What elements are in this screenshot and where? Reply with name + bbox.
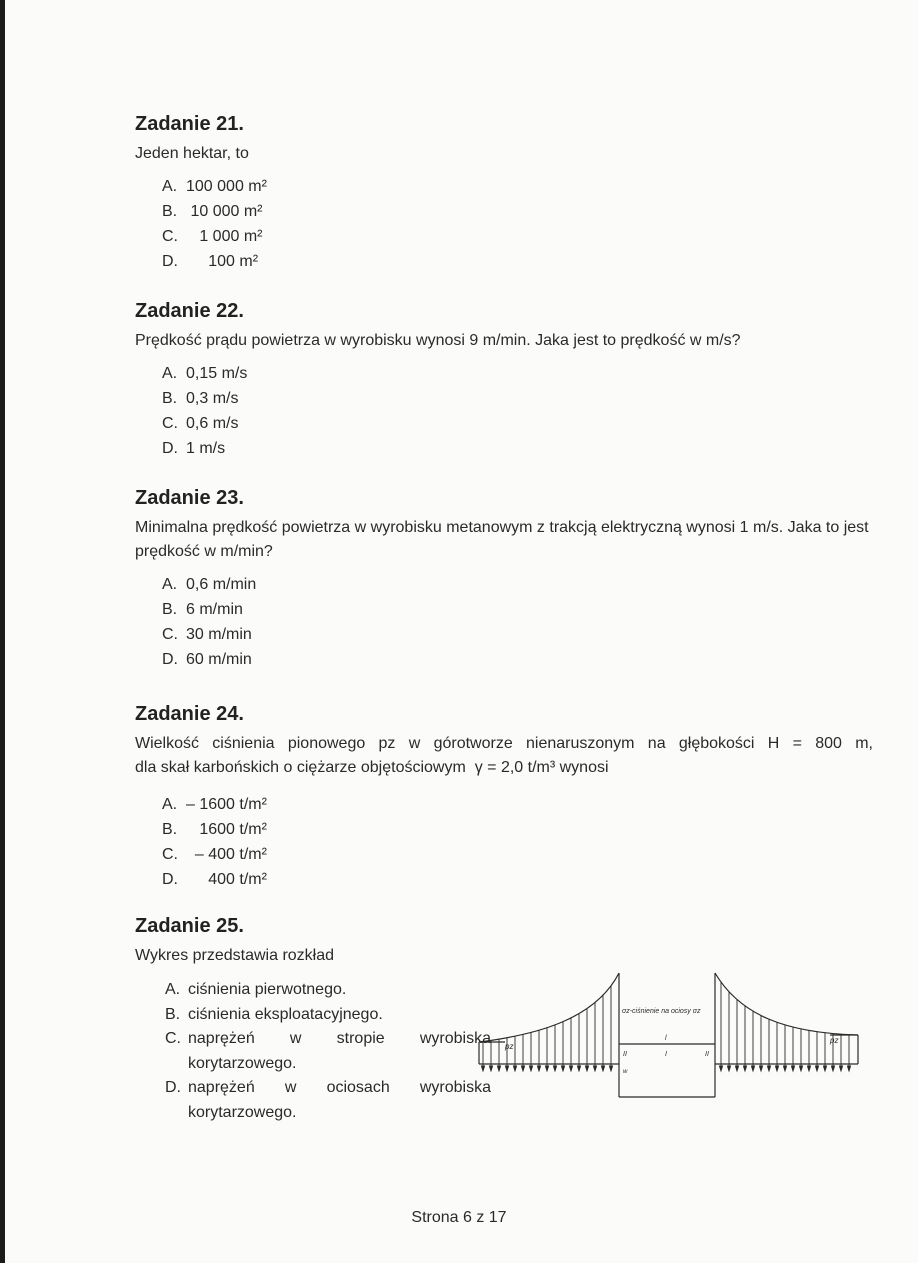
- stress-arrowhead: [577, 1066, 580, 1071]
- option-value: 10 000 m²: [186, 203, 263, 220]
- option-letter: D.: [162, 651, 178, 668]
- stress-arrowhead: [831, 1066, 834, 1071]
- option-letter: C.: [162, 415, 178, 432]
- stress-arrowhead: [807, 1066, 810, 1071]
- option-letter: A.: [162, 178, 178, 195]
- option-b: [162, 386, 741, 411]
- option-value: 60 m/min: [186, 651, 252, 668]
- stress-arrowhead: [537, 1066, 540, 1071]
- option-b: [165, 1003, 491, 1028]
- option-value: naprężeń w ociosach wyrobiska korytarzowego.: [188, 1079, 491, 1121]
- stress-diagram-svg: [475, 965, 870, 1105]
- stress-arrowhead: [561, 1066, 564, 1071]
- stress-arrowhead: [815, 1066, 818, 1071]
- option-a: [165, 978, 491, 1003]
- option-c: [162, 622, 871, 647]
- stress-arrowhead: [553, 1066, 556, 1071]
- stress-arrowhead: [791, 1066, 794, 1071]
- option-value: 100 m²: [186, 253, 259, 270]
- option-letter: B.: [162, 203, 178, 220]
- stress-arrowhead: [585, 1066, 588, 1071]
- stress-arrows-left: [481, 986, 612, 1071]
- task-21: [135, 112, 267, 274]
- option-value: 1 000 m²: [186, 228, 263, 245]
- task-title: Zadanie 25.: [135, 915, 244, 937]
- option-d: [162, 647, 871, 672]
- stress-arrowhead: [767, 1066, 770, 1071]
- option-value: 0,15 m/s: [186, 365, 248, 382]
- label-l: l: [665, 1035, 667, 1042]
- stress-arrowhead: [751, 1066, 754, 1071]
- stress-diagram: [475, 965, 870, 1110]
- stress-arrowhead: [823, 1066, 826, 1071]
- stress-arrowhead: [719, 1066, 722, 1071]
- option-c: [162, 411, 741, 436]
- stress-arrows-right: [719, 982, 850, 1071]
- stress-curve-right: [715, 973, 858, 1035]
- option-value: 0,6 m/s: [186, 415, 239, 432]
- stress-arrowhead: [505, 1066, 508, 1071]
- option-letter: D.: [162, 871, 178, 888]
- task-title: Zadanie 24.: [135, 703, 244, 725]
- label-II-left: II: [623, 1051, 627, 1058]
- stress-arrowhead: [775, 1066, 778, 1071]
- label-I: I: [665, 1051, 667, 1058]
- option-c: [165, 1027, 491, 1076]
- page-edge-shadow: [0, 0, 5, 1263]
- option-value: 400 t/m²: [186, 871, 267, 888]
- gamma-symbol: γ: [474, 759, 483, 776]
- task-question: Minimalna prędkość powietrza w wyrobisku metanowym z trakcją elektryczną wynosi 1 m/s. Jaka to jest prędkość w m/min?: [135, 519, 869, 560]
- option-a: [162, 361, 741, 386]
- option-d: [162, 436, 741, 461]
- option-b: [162, 597, 871, 622]
- options-list: [162, 572, 871, 672]
- option-letter: C.: [162, 626, 178, 643]
- option-letter: C.: [162, 228, 178, 245]
- pz-label-right: pz: [830, 1036, 839, 1045]
- option-letter: B.: [162, 390, 178, 407]
- task-24: [135, 702, 875, 892]
- option-a: [162, 792, 875, 817]
- options-list: [162, 792, 875, 892]
- task-title: Zadanie 23.: [135, 487, 244, 509]
- task-23: [135, 486, 871, 672]
- task-title: Zadanie 22.: [135, 300, 244, 322]
- option-letter: B.: [165, 1005, 181, 1023]
- option-value: ciśnienia pierwotnego.: [188, 981, 347, 998]
- task-question: Prędkość prądu powietrza w wyrobisku wynosi 9 m/min. Jaka jest to prędkość w m/s?: [135, 332, 741, 349]
- option-letter: A.: [162, 365, 178, 382]
- question-text: = 2,0 t/m³ wynosi: [487, 759, 609, 776]
- stress-arrowhead: [743, 1066, 746, 1071]
- stress-arrowhead: [601, 1066, 604, 1071]
- option-letter: B.: [162, 821, 178, 838]
- stress-arrowhead: [735, 1066, 738, 1071]
- option-letter: D.: [162, 253, 178, 270]
- option-letter: B.: [162, 601, 178, 618]
- stress-arrowhead: [609, 1066, 612, 1071]
- options-list: [165, 978, 491, 1125]
- label-w: w: [623, 1069, 628, 1075]
- stress-arrowhead: [489, 1066, 492, 1071]
- option-value: 0,3 m/s: [186, 390, 239, 407]
- options-list: [162, 361, 741, 461]
- option-value: 1 m/s: [186, 440, 226, 457]
- option-value: 30 m/min: [186, 626, 252, 643]
- task-question: Jeden hektar, to: [135, 145, 249, 162]
- task-question: Wykres przedstawia rozkład: [135, 947, 335, 964]
- options-list: [162, 174, 267, 274]
- option-value: 1600 t/m²: [186, 821, 267, 838]
- stress-arrowhead: [783, 1066, 786, 1071]
- stress-arrowhead: [847, 1066, 850, 1071]
- stress-arrowhead: [799, 1066, 802, 1071]
- option-b: [162, 199, 267, 224]
- stress-arrowhead: [545, 1066, 548, 1071]
- question-line-1: Wielkość ciśnienia pionowego pz w górotworze nienaruszonym na głębokości H = 800 m,: [135, 735, 873, 752]
- stress-arrowhead: [521, 1066, 524, 1071]
- question-text: dla skał karbońskich o ciężarze objętościowym: [135, 759, 466, 776]
- task-title: Zadanie 21.: [135, 113, 244, 135]
- stress-arrowhead: [529, 1066, 532, 1071]
- option-value: 6 m/min: [186, 601, 243, 618]
- option-letter: A.: [162, 796, 178, 813]
- option-value: naprężeń w stropie wyrobiska korytarzowego.: [188, 1030, 491, 1072]
- option-value: 100 000 m²: [186, 178, 267, 195]
- option-b: [162, 817, 875, 842]
- stress-arrowhead: [481, 1066, 484, 1071]
- stress-curve-left: [479, 973, 619, 1042]
- option-d: [162, 249, 267, 274]
- option-value: – 1600 t/m²: [186, 796, 267, 813]
- stress-arrowhead: [759, 1066, 762, 1071]
- option-d: [162, 867, 875, 892]
- option-value: ciśnienia eksploatacyjnego.: [188, 1005, 383, 1023]
- stress-arrowhead: [569, 1066, 572, 1071]
- curve-label: σz-ciśnienie na ociosy σz: [622, 1008, 701, 1015]
- task-question: [135, 732, 875, 780]
- option-c: [162, 224, 267, 249]
- pz-label-left: pz: [505, 1042, 514, 1051]
- option-value: 0,6 m/min: [186, 576, 257, 593]
- option-d: [165, 1076, 491, 1125]
- stress-arrowhead: [593, 1066, 596, 1071]
- stress-arrowhead: [839, 1066, 842, 1071]
- page-footer: Strona 6 z 17: [411, 1209, 507, 1226]
- stress-arrowhead: [513, 1066, 516, 1071]
- stress-arrowhead: [497, 1066, 500, 1071]
- option-letter: D.: [162, 440, 178, 457]
- option-a: [162, 572, 871, 597]
- option-letter: A.: [165, 981, 181, 998]
- option-letter: D.: [165, 1079, 181, 1096]
- option-letter: A.: [162, 576, 178, 593]
- option-letter: C.: [162, 846, 178, 863]
- question-line-2: [135, 756, 875, 780]
- option-letter: C.: [165, 1030, 181, 1047]
- stress-arrowhead: [727, 1066, 730, 1071]
- option-c: [162, 842, 875, 867]
- option-value: – 400 t/m²: [186, 846, 267, 863]
- task-25: [135, 914, 491, 1125]
- option-a: [162, 174, 267, 199]
- label-II-right: II: [705, 1051, 709, 1058]
- task-22: [135, 299, 741, 461]
